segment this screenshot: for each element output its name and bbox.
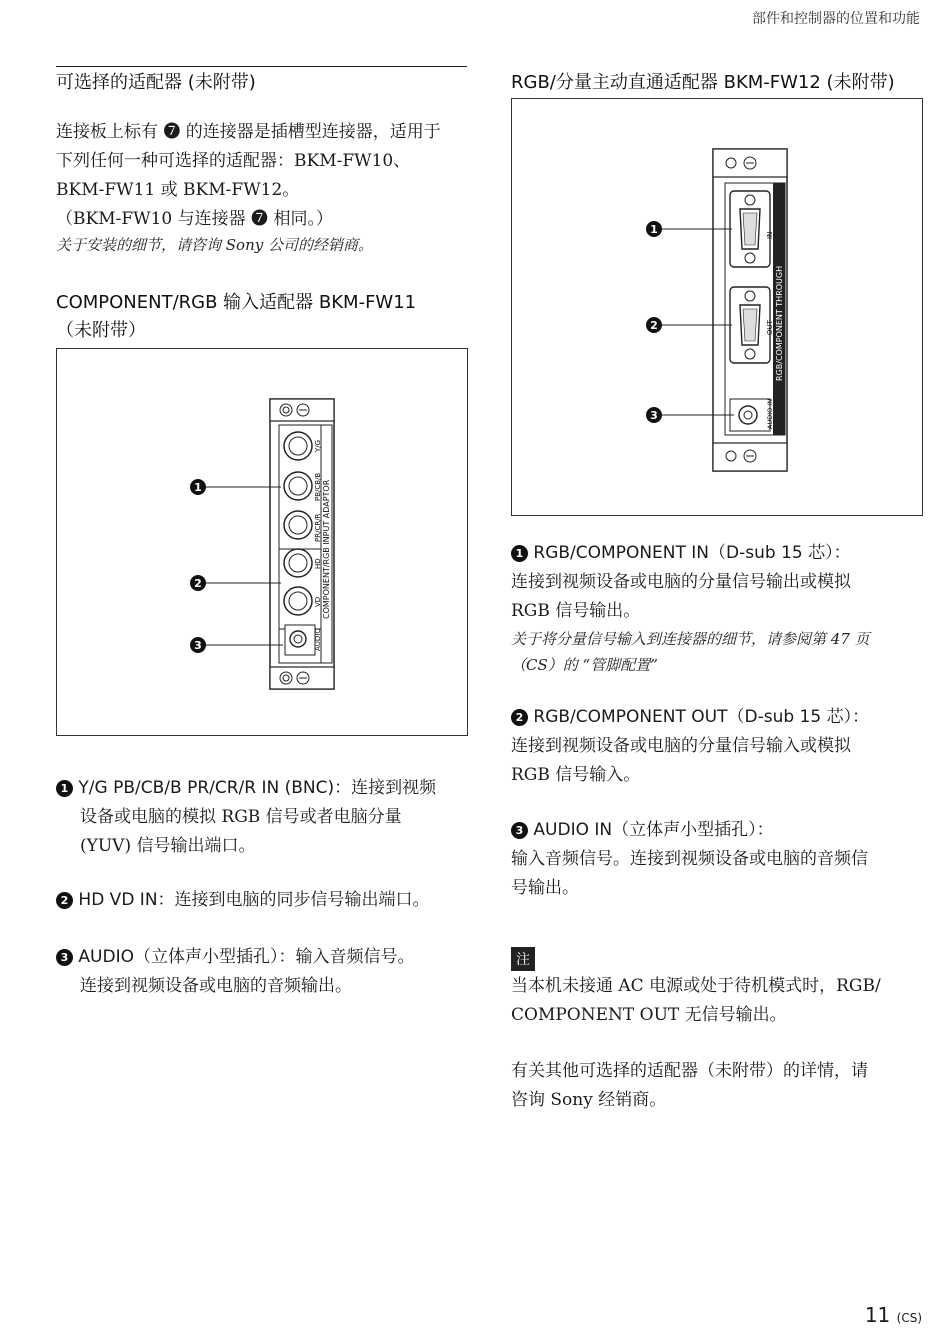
install-note: 关于安装的细节，请咨询 Sony 公司的经销商。 bbox=[56, 236, 373, 254]
more-line: 有关其他可选择的适配器（未附带）的详情，请 bbox=[511, 1061, 868, 1081]
standby-note bbox=[511, 972, 931, 1030]
item-note: （CS）的 “管脚配置” bbox=[511, 656, 658, 674]
page-suffix: (CS) bbox=[896, 1311, 922, 1325]
item-heading: AUDIO IN（立体声小型插孔）： bbox=[533, 820, 774, 840]
page-number bbox=[865, 1303, 922, 1327]
fw12-panel-diagram bbox=[512, 99, 922, 515]
label-pb: PB/CB/B bbox=[314, 472, 322, 501]
item-line: 连接到视频设备或电脑的分量信号输出或模拟 bbox=[511, 572, 851, 592]
more-info bbox=[511, 1057, 931, 1115]
fw11-item-2 bbox=[56, 886, 476, 915]
more-line: 咨询 Sony 经销商。 bbox=[511, 1090, 667, 1110]
fw11-item-1 bbox=[56, 774, 476, 861]
label-audio-in: AUDIO IN bbox=[766, 398, 774, 429]
audio-jack-housing bbox=[730, 399, 770, 431]
fw12-item-3 bbox=[511, 816, 931, 903]
item-number-badge: 3 bbox=[511, 822, 528, 839]
fw11-vertical-label: COMPONENT/RGB INPUT ADAPTOR bbox=[322, 479, 331, 619]
item-line: 设备或电脑的模拟 RGB 信号或者电脑分量 bbox=[80, 807, 402, 827]
item-number-badge: 1 bbox=[56, 780, 73, 797]
dsub-in-connector bbox=[730, 191, 770, 267]
callout-1 bbox=[646, 221, 662, 237]
label-in: IN bbox=[766, 231, 774, 239]
svg-text:3: 3 bbox=[650, 409, 658, 422]
item-line: RGB 信号输出。 bbox=[511, 601, 641, 621]
svg-text:1: 1 bbox=[650, 223, 658, 236]
item-line: 连接到视频设备或电脑的分量信号输入或模拟 bbox=[511, 736, 851, 756]
fw11-title-line: （未附带） bbox=[56, 320, 146, 341]
bnc-pb-connector bbox=[284, 472, 312, 500]
bnc-vd-connector bbox=[284, 587, 312, 615]
item-heading: RGB/COMPONENT OUT（D-sub 15 芯）： bbox=[533, 707, 870, 727]
item-number-badge: 3 bbox=[56, 949, 73, 966]
fw12-item-2 bbox=[511, 703, 931, 790]
item-line: 连接到电脑的同步信号输出端口。 bbox=[174, 890, 430, 910]
fw12-figure bbox=[511, 98, 923, 516]
note-label bbox=[511, 947, 535, 971]
item-note: 关于将分量信号输入到连接器的细节，请参阅第 47 页 bbox=[511, 630, 870, 648]
intro-line: 连接板上标有 ❼ 的连接器是插槽型连接器，适用于 bbox=[56, 122, 441, 142]
item-line: (YUV) 信号输出端口。 bbox=[80, 836, 256, 856]
item-number-badge: 1 bbox=[511, 545, 528, 562]
item-line: 输入音频信号。连接到视频设备或电脑的音频信 bbox=[511, 849, 868, 869]
callout-3 bbox=[646, 407, 662, 423]
svg-text:3: 3 bbox=[194, 639, 202, 652]
svg-text:2: 2 bbox=[650, 319, 658, 332]
intro-line: （BKM-FW10 与连接器 ❼ 相同。） bbox=[56, 209, 333, 229]
bnc-y-g-connector bbox=[284, 432, 312, 460]
bnc-pr-connector bbox=[284, 511, 312, 539]
label-pr: PR/CR/R bbox=[314, 513, 322, 542]
optional-adaptors-title: 可选择的适配器 (未附带) bbox=[56, 72, 256, 93]
label-y-g: Y/G bbox=[314, 439, 322, 452]
note-line: 当本机未接通 AC 电源或处于待机模式时，RGB/ bbox=[511, 976, 881, 996]
note-badge: 注 bbox=[511, 947, 535, 971]
item-line: RGB 信号输入。 bbox=[511, 765, 641, 785]
item-number-badge: 2 bbox=[56, 892, 73, 909]
fw11-figure bbox=[56, 348, 468, 736]
intro-line: BKM-FW11 或 BKM-FW12。 bbox=[56, 180, 300, 200]
page-number-value: 11 bbox=[864, 1303, 891, 1327]
callout-2 bbox=[646, 317, 662, 333]
fw11-item-3 bbox=[56, 943, 476, 1001]
running-header: 部件和控制器的位置和功能 bbox=[752, 11, 920, 27]
label-vd: VD bbox=[314, 596, 322, 607]
fw12-item-1 bbox=[511, 539, 931, 678]
item-heading: HD VD IN： bbox=[78, 890, 175, 910]
label-out: OUT bbox=[766, 320, 774, 335]
item-heading: RGB/COMPONENT IN（D-sub 15 芯）： bbox=[533, 543, 851, 563]
item-line: 号输出。 bbox=[511, 878, 579, 898]
label-audio: AUDIO bbox=[314, 628, 322, 651]
svg-text:2: 2 bbox=[194, 577, 202, 590]
note-line: COMPONENT OUT 无信号输出。 bbox=[511, 1005, 787, 1025]
section-rule bbox=[56, 66, 467, 67]
svg-text:1: 1 bbox=[194, 481, 202, 494]
item-heading: Y/G PB/CB/B PR/CR/R IN (BNC)： bbox=[78, 778, 352, 798]
fw11-title bbox=[56, 289, 416, 345]
bnc-hd-connector bbox=[284, 549, 312, 577]
intro-line: 下列任何一种可选择的适配器：BKM-FW10、 bbox=[56, 151, 411, 171]
fw12-title: RGB/分量主动直通适配器 BKM-FW12 (未附带) bbox=[511, 72, 895, 93]
fw11-panel-diagram bbox=[57, 349, 467, 735]
item-heading: AUDIO（立体声小型插孔）： bbox=[78, 947, 296, 967]
item-line: 连接到视频设备或电脑的音频输出。 bbox=[80, 976, 352, 996]
dsub-out-connector bbox=[730, 287, 770, 363]
callout-3 bbox=[190, 637, 206, 653]
callout-1 bbox=[190, 479, 206, 495]
label-hd: HD bbox=[314, 558, 322, 569]
callout-2 bbox=[190, 575, 206, 591]
optional-intro bbox=[56, 118, 476, 234]
fw11-title-line: COMPONENT/RGB 输入适配器 BKM-FW11 bbox=[56, 292, 417, 313]
fw12-vertical-label: RGB/COMPONENT THROUGH bbox=[775, 265, 784, 381]
item-number-badge: 2 bbox=[511, 709, 528, 726]
item-line: 连接到视频 bbox=[351, 778, 437, 798]
item-line: 输入音频信号。 bbox=[295, 947, 415, 967]
